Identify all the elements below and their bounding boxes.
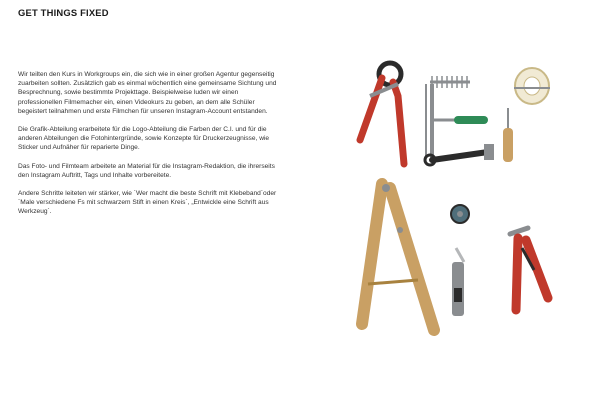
tools-lettering-photo bbox=[338, 48, 582, 348]
wire-stripper-icon bbox=[510, 228, 548, 310]
green-handle-tool-icon bbox=[434, 116, 488, 124]
red-pliers-icon bbox=[360, 63, 404, 164]
grinding-disc-icon bbox=[451, 205, 469, 223]
paragraph-4: Andere Schritte leiteten wir stärker, wie `Wer macht die beste Schrift mit Klebeband`oder `Male verschiedene Fs mit schwarzem Stift in einen Kreis`, „Entwickle eine Schrift aus Werkzeug`. bbox=[18, 190, 277, 216]
paragraph-3: Das Foto- und Filmteam arbeitete an Material für die Instagram-Redaktion, die ihrerseits den Instagram Auftritt, Tags und Inhalte vorbereitete. bbox=[18, 162, 275, 179]
paragraph-1: Wir teilten den Kurs in Workgroups ein, die sich wie in einer großen Agentur gegenseitig zuarbeiten sollten. Zusätzlich gab es einmal wöchentlich eine gemeinsame Sichtung und Besprechnung, sowie bestimmte Projekttage. Beispielweise luden wir einen professionellen Filmemacher ein, einen Videokurs zu geben, an dem alle Schüler begeistert teilnahmen und erste Filmchen für unseren Instagram-Account entstanden. bbox=[18, 71, 277, 115]
tools-illustration bbox=[338, 48, 582, 348]
paragraph-2: Die Grafik-Abteilung erarbeitete für die Logo-Abteilung die Farben der C.I. und für die anderen Abteilungen die Fotohintergründe, sowie Konzepte für Druckerzeugnisse, wie Sticker und Aufnäher für reparierte Dinge. bbox=[18, 126, 270, 152]
screwdriver-icon bbox=[503, 108, 513, 162]
page-title: GET THINGS FIXED bbox=[18, 7, 109, 18]
folding-rule-icon bbox=[362, 184, 434, 330]
tape-roll-icon bbox=[514, 68, 550, 104]
box-cutter-icon bbox=[452, 248, 464, 316]
body-text bbox=[18, 70, 280, 226]
wrench-icon bbox=[425, 144, 494, 165]
